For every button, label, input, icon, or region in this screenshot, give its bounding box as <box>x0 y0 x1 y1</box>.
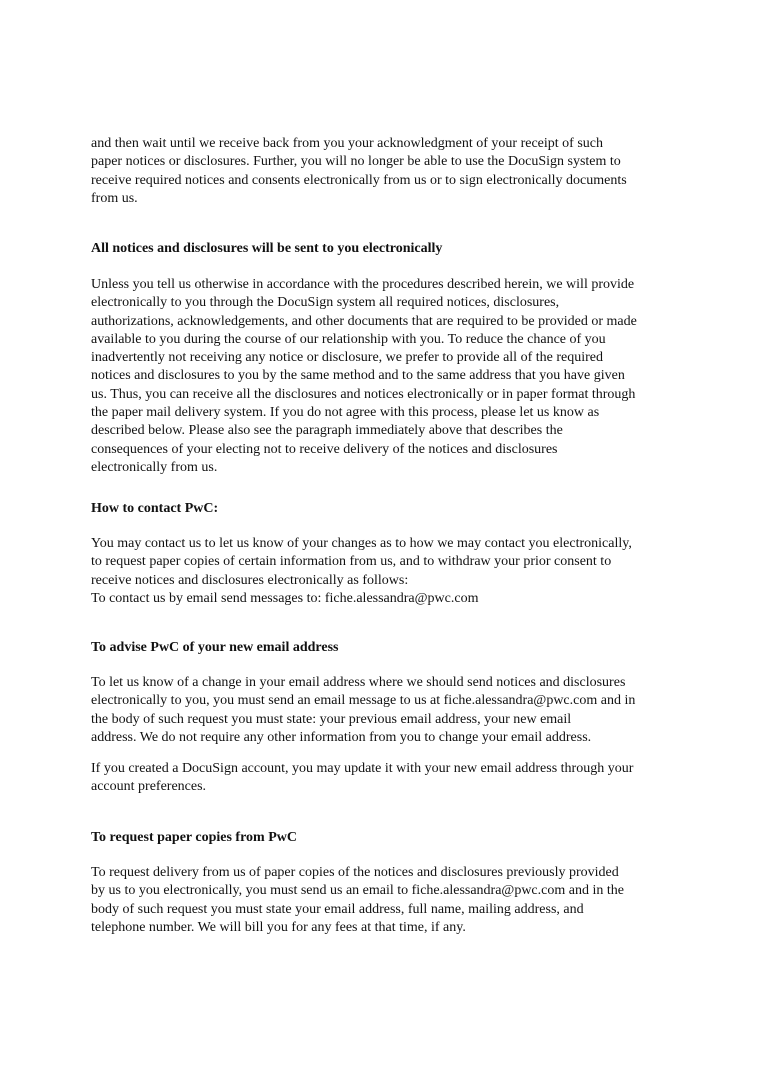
text-line: To request delivery from us of paper copies of the notices and disclosures previously provided <box>91 865 619 880</box>
text-line: You may contact us to let us know of your changes as to how we may contact you electronically, <box>91 536 632 551</box>
text-line: paper notices or disclosures. Further, you will no longer be able to use the DocuSign system to <box>91 154 621 170</box>
docusign-account-paragraph <box>91 760 633 797</box>
text-line: us. Thus, you can receive all the disclosures and notices electronically or in paper format through <box>91 386 636 402</box>
text-line: notices and disclosures to you by the same method and to the same address that you have given <box>91 368 625 384</box>
text-line: described below. Please also see the paragraph immediately above that describes the <box>91 423 563 439</box>
text-line: the body of such request you must state: your previous email address, your new email <box>91 711 572 727</box>
text-line: and then wait until we receive back from you your acknowledgment of your receipt of such <box>91 136 603 151</box>
text-line: inadvertently not receiving any notice or disclosure, we prefer to provide all of the required <box>91 350 603 366</box>
paper-copies-paragraph <box>91 864 624 937</box>
text-line: account preferences. <box>91 779 207 795</box>
text-line: available to you during the course of our relationship with you. To reduce the chance of you <box>91 331 606 347</box>
text-line: electronically from us. <box>91 459 218 475</box>
contact-paragraph <box>91 535 632 608</box>
text-line: To contact us by email send messages to: fiche.alessandra@pwc.com <box>91 590 479 606</box>
text-line: authorizations, acknowledgements, and other documents that are required to be provided or made <box>91 313 637 329</box>
text-line: address. We do not require any other information from you to change your email address. <box>91 729 592 745</box>
text-line: body of such request you must state your email address, full name, mailing address, and <box>91 901 584 917</box>
heading-all-notices: All notices and disclosures will be sent to you electronically <box>91 241 443 256</box>
text-line: receive required notices and consents electronically from us or to sign electronically documents <box>91 172 627 188</box>
text-line: telephone number. We will bill you for any fees at that time, if any. <box>91 919 466 935</box>
all-notices-paragraph <box>91 276 637 477</box>
text-line: To let us know of a change in your email address where we should send notices and disclosures <box>91 675 626 690</box>
heading-how-to-contact: How to contact PwC: <box>91 501 219 516</box>
text-line: electronically to you, you must send an email message to us at fiche.alessandra@pwc.com and in <box>91 693 636 709</box>
text-line: to request paper copies of certain information from us, and to withdraw your prior consent to <box>91 554 612 570</box>
text-line: consequences of your electing not to receive delivery of the notices and disclosures <box>91 441 558 457</box>
new-email-paragraph <box>91 674 635 747</box>
intro-paragraph <box>91 135 627 208</box>
text-line: the paper mail delivery system. If you do not agree with this process, please let us know as <box>91 405 600 421</box>
text-line: electronically to you through the DocuSign system all required notices, disclosures, <box>91 295 560 311</box>
heading-paper-copies: To request paper copies from PwC <box>91 830 297 845</box>
text-line: by us to you electronically, you must send us an email to fiche.alessandra@pwc.com and in the <box>91 883 624 899</box>
text-line: receive notices and disclosures electronically as follows: <box>91 572 409 588</box>
text-line: If you created a DocuSign account, you may update it with your new email address through your <box>91 761 634 776</box>
text-line: Unless you tell us otherwise in accordance with the procedures described herein, we will provide <box>91 277 635 292</box>
heading-new-email: To advise PwC of your new email address <box>91 640 339 655</box>
text-line: from us. <box>91 190 138 206</box>
